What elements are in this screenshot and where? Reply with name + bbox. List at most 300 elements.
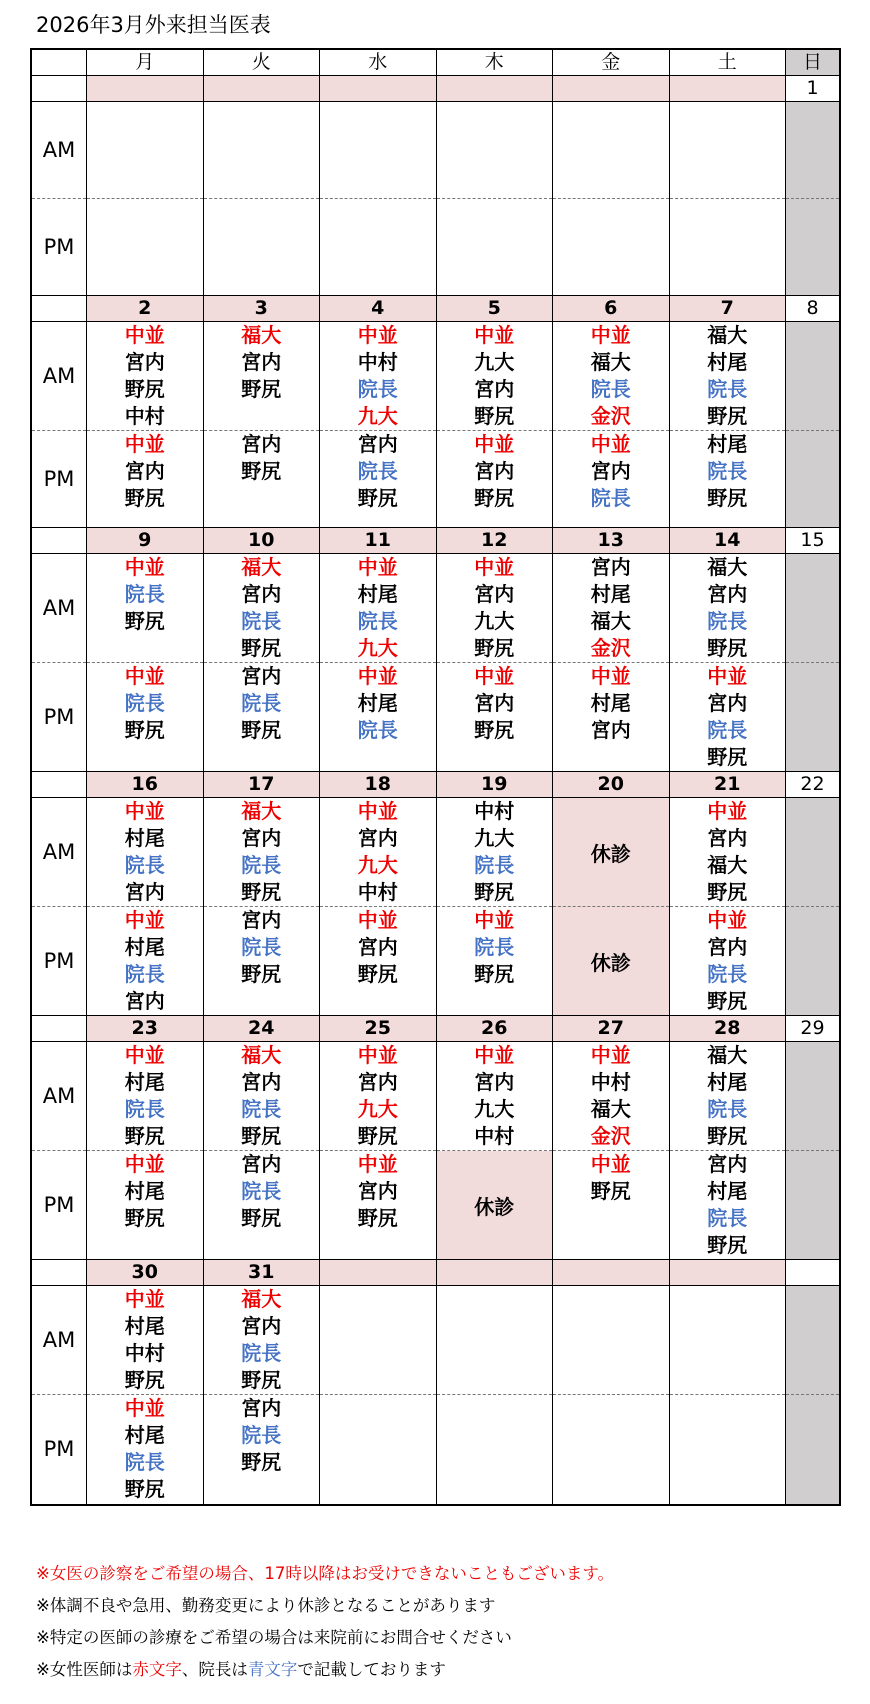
doctor-cell (436, 431, 553, 528)
doctor-name: 院長 (357, 459, 398, 483)
date-cell: 16 (87, 772, 204, 798)
doctor-cell (203, 431, 320, 528)
am-label: AM (31, 1286, 87, 1395)
doctor-name: 中村 (357, 350, 398, 374)
doctor-name: 金沢 (590, 1124, 631, 1148)
doctor-name: 九大 (357, 1097, 398, 1121)
doctor-name: 宮内 (707, 1152, 748, 1176)
doctor-name: 金沢 (590, 636, 631, 660)
weekday-tue: 火 (203, 49, 320, 76)
weekday-fri: 金 (553, 49, 670, 76)
am-row (31, 798, 840, 907)
doctor-name: 野尻 (241, 459, 282, 483)
pm-row (31, 907, 840, 1016)
doctor-cell (320, 431, 437, 528)
doctor-name: 院長 (124, 1097, 165, 1121)
doctor-name: 野尻 (707, 880, 748, 904)
am-row (31, 1042, 840, 1151)
doctor-name: 院長 (590, 377, 631, 401)
doctor-name: 院長 (474, 935, 515, 959)
date-cell: 19 (436, 772, 553, 798)
doctor-cell (553, 1151, 670, 1260)
doctor-name: 院長 (707, 1097, 748, 1121)
am-label: AM (31, 1042, 87, 1151)
date-cell: 24 (203, 1016, 320, 1042)
am-label: AM (31, 554, 87, 663)
doctor-cell (669, 1286, 786, 1395)
doctor-name: 院長 (707, 459, 748, 483)
date-cell (553, 1260, 670, 1286)
doctor-name: 中並 (590, 1152, 631, 1176)
doctor-name: 野尻 (124, 609, 165, 633)
pm-label: PM (31, 663, 87, 772)
doctor-name: 中並 (357, 555, 398, 579)
closed-label: 休診 (590, 950, 631, 975)
doctor-cell (669, 1151, 786, 1260)
doctor-name: 野尻 (707, 745, 748, 769)
doctor-name: 中並 (707, 664, 748, 688)
date-cell: 13 (553, 528, 670, 554)
doctor-name: 福大 (590, 609, 631, 633)
doctor-name: 中並 (474, 664, 515, 688)
doctor-name: 院長 (707, 377, 748, 401)
doctor-name: 福大 (241, 1043, 282, 1067)
doctor-cell (87, 663, 204, 772)
doctor-name: 野尻 (124, 1124, 165, 1148)
doctor-cell (553, 663, 670, 772)
doctor-name: 村尾 (707, 432, 748, 456)
sunday-cell (786, 1286, 840, 1395)
doctor-cell (320, 1042, 437, 1151)
legend-red-text: 赤文字 (132, 1660, 182, 1679)
legend-text-c: で記載しております (297, 1660, 446, 1679)
doctor-name: 野尻 (707, 1233, 748, 1257)
pm-row (31, 199, 840, 296)
legend-text-a: ※女性医師は (36, 1660, 133, 1679)
doctor-name: 村尾 (124, 935, 165, 959)
sunday-cell (786, 102, 840, 199)
doctor-name: 村尾 (124, 1423, 165, 1447)
doctor-name: 野尻 (707, 1124, 748, 1148)
doctor-name: 金沢 (590, 404, 631, 428)
date-cell (320, 76, 437, 102)
doctor-cell (87, 199, 204, 296)
doctor-cell (87, 1042, 204, 1151)
doctor-cell (553, 1286, 670, 1395)
sunday-cell (786, 1042, 840, 1151)
doctor-name: 院長 (241, 1097, 282, 1121)
doctor-cell (436, 554, 553, 663)
doctor-name: 宮内 (241, 826, 282, 850)
doctor-name: 中並 (124, 432, 165, 456)
doctor-name: 院長 (124, 853, 165, 877)
doctor-name: 中並 (124, 799, 165, 823)
date-cell (436, 76, 553, 102)
date-cell (320, 1260, 437, 1286)
sunday-cell (786, 1151, 840, 1260)
doctor-cell (203, 663, 320, 772)
note-specific-doctor: ※特定の医師の診療をご希望の場合は来院前にお問合せください (36, 1628, 512, 1647)
pm-row (31, 431, 840, 528)
closed-label: 休診 (474, 1194, 515, 1219)
doctor-name: 村尾 (357, 582, 398, 606)
doctor-name: 野尻 (707, 404, 748, 428)
date-row (31, 1016, 840, 1042)
doctor-name: 中村 (474, 799, 515, 823)
doctor-name: 宮内 (241, 350, 282, 374)
doctor-name: 院長 (124, 691, 165, 715)
doctor-name: 野尻 (590, 1179, 631, 1203)
doctor-name: 宮内 (241, 1314, 282, 1338)
doctor-name: 中並 (590, 1043, 631, 1067)
sunday-cell (786, 798, 840, 907)
doctor-cell (87, 554, 204, 663)
date-cell: 2 (87, 296, 204, 322)
date-cell: 4 (320, 296, 437, 322)
corner-cell (31, 49, 87, 76)
date-cell: 9 (87, 528, 204, 554)
date-row (31, 528, 840, 554)
doctor-cell (87, 1151, 204, 1260)
doctor-cell (553, 431, 670, 528)
doctor-cell (320, 322, 437, 431)
doctor-name: 院長 (707, 718, 748, 742)
doctor-cell (320, 1286, 437, 1395)
doctor-name: 野尻 (241, 1206, 282, 1230)
doctor-cell (553, 1395, 670, 1505)
doctor-name: 院長 (474, 853, 515, 877)
doctor-name: 野尻 (241, 718, 282, 742)
doctor-name: 野尻 (124, 718, 165, 742)
doctor-name: 宮内 (357, 935, 398, 959)
doctor-cell (553, 322, 670, 431)
doctor-name: 宮内 (357, 1070, 398, 1094)
am-label: AM (31, 102, 87, 199)
doctor-name: 宮内 (474, 691, 515, 715)
doctor-name: 野尻 (474, 962, 515, 986)
doctor-name: 野尻 (241, 636, 282, 660)
doctor-name: 院長 (707, 1206, 748, 1230)
doctor-name: 中並 (124, 1043, 165, 1067)
doctor-name: 宮内 (590, 555, 631, 579)
weekday-wed: 水 (320, 49, 437, 76)
date-cell (436, 1260, 553, 1286)
date-cell: 6 (553, 296, 670, 322)
closed-label: 休診 (590, 841, 631, 866)
doctor-name: 宮内 (241, 1070, 282, 1094)
sunday-cell (786, 1395, 840, 1505)
doctor-name: 福大 (241, 1287, 282, 1311)
doctor-name: 院長 (241, 935, 282, 959)
doctor-name: 村尾 (707, 1070, 748, 1094)
date-cell: 18 (320, 772, 437, 798)
doctor-name: 野尻 (357, 486, 398, 510)
doctor-name: 宮内 (357, 1179, 398, 1203)
pm-row (31, 1395, 840, 1505)
doctor-name: 中並 (357, 908, 398, 932)
doctor-name: 中並 (474, 323, 515, 347)
doctor-name: 宮内 (357, 432, 398, 456)
doctor-name: 院長 (707, 609, 748, 633)
doctor-name: 村尾 (124, 1314, 165, 1338)
doctor-name: 中並 (124, 664, 165, 688)
date-cell: 30 (87, 1260, 204, 1286)
doctor-name: 九大 (474, 826, 515, 850)
doctor-name: 宮内 (474, 1070, 515, 1094)
doctor-cell (436, 199, 553, 296)
doctor-cell (203, 1151, 320, 1260)
doctor-name: 院長 (241, 1423, 282, 1447)
sunday-cell (786, 554, 840, 663)
pm-label: PM (31, 1151, 87, 1260)
doctor-name: 野尻 (241, 880, 282, 904)
doctor-name: 中村 (590, 1070, 631, 1094)
doctor-cell (669, 554, 786, 663)
doctor-name: 福大 (241, 555, 282, 579)
doctor-cell (553, 199, 670, 296)
doctor-cell (669, 1395, 786, 1505)
doctor-name: 野尻 (241, 1450, 282, 1474)
doctor-name: 宮内 (241, 1396, 282, 1420)
doctor-name: 中並 (124, 1152, 165, 1176)
doctor-name: 福大 (590, 1097, 631, 1121)
date-cell (669, 1260, 786, 1286)
am-label: AM (31, 798, 87, 907)
doctor-name: 宮内 (241, 582, 282, 606)
doctor-name: 野尻 (707, 636, 748, 660)
legend-blue-text: 青文字 (247, 1660, 298, 1679)
doctor-name: 院長 (241, 1179, 282, 1203)
doctor-name: 野尻 (357, 1124, 398, 1148)
closed-cell (436, 1151, 553, 1260)
doctor-name: 中並 (124, 1287, 165, 1311)
doctor-name: 中並 (707, 799, 748, 823)
doctor-cell (436, 907, 553, 1016)
doctor-name: 院長 (124, 962, 165, 986)
doctor-name: 中並 (357, 323, 398, 347)
date-row (31, 772, 840, 798)
doctor-name: 宮内 (707, 826, 748, 850)
doctor-name: 中村 (124, 404, 165, 428)
doctor-name: 中並 (474, 432, 515, 456)
doctor-name: 院長 (124, 1450, 165, 1474)
doctor-name: 宮内 (124, 989, 165, 1013)
doctor-name: 宮内 (357, 826, 398, 850)
doctor-name: 野尻 (124, 377, 165, 401)
doctor-cell (553, 102, 670, 199)
doctor-name: 野尻 (357, 962, 398, 986)
doctor-cell (87, 1395, 204, 1505)
doctor-cell (553, 554, 670, 663)
doctor-name: 宮内 (474, 459, 515, 483)
weekday-header-row (31, 49, 840, 76)
doctor-cell (669, 663, 786, 772)
doctor-name: 中並 (590, 664, 631, 688)
doctor-name: 宮内 (474, 377, 515, 401)
note-closures: ※体調不良や急用、勤務変更により休診となることがあります (36, 1596, 496, 1615)
doctor-cell (320, 554, 437, 663)
doctor-cell (203, 907, 320, 1016)
doctor-name: 宮内 (707, 582, 748, 606)
am-row (31, 102, 840, 199)
doctor-cell (320, 663, 437, 772)
doctor-name: 中並 (124, 323, 165, 347)
doctor-name: 中並 (357, 1043, 398, 1067)
doctor-name: 九大 (357, 636, 398, 660)
doctor-cell (203, 1042, 320, 1151)
date-row (31, 76, 840, 102)
doctor-name: 中村 (124, 1341, 165, 1365)
doctor-cell (87, 102, 204, 199)
doctor-cell (436, 102, 553, 199)
doctor-name: 中並 (474, 1043, 515, 1067)
sunday-cell (786, 663, 840, 772)
weekday-thu: 木 (436, 49, 553, 76)
date-cell: 27 (553, 1016, 670, 1042)
doctor-name: 宮内 (590, 459, 631, 483)
doctor-cell (436, 1286, 553, 1395)
doctor-name: 村尾 (707, 350, 748, 374)
doctor-cell (320, 1151, 437, 1260)
doctor-name: 宮内 (474, 582, 515, 606)
date-row (31, 296, 840, 322)
doctor-name: 院長 (241, 1341, 282, 1365)
doctor-name: 野尻 (241, 377, 282, 401)
doctor-name: 中並 (590, 432, 631, 456)
doctor-name: 野尻 (241, 1124, 282, 1148)
page-title: 2026年3月外来担当医表 (36, 13, 271, 37)
am-row (31, 322, 840, 431)
doctor-name: 中村 (474, 1124, 515, 1148)
doctor-cell (553, 1042, 670, 1151)
doctor-cell (87, 322, 204, 431)
note-color-legend (36, 1654, 856, 1686)
doctor-name: 中並 (707, 908, 748, 932)
doctor-cell (436, 1042, 553, 1151)
doctor-name: 村尾 (590, 691, 631, 715)
doctor-name: 村尾 (357, 691, 398, 715)
doctor-name: 中並 (357, 1152, 398, 1176)
sunday-cell (786, 322, 840, 431)
doctor-name: 福大 (707, 555, 748, 579)
date-cell: 26 (436, 1016, 553, 1042)
doctor-name: 中並 (124, 555, 165, 579)
notes (36, 1558, 856, 1686)
sunday-date-cell: 22 (786, 772, 840, 798)
doctor-name: 野尻 (124, 486, 165, 510)
doctor-cell (203, 554, 320, 663)
doctor-cell (203, 798, 320, 907)
doctor-name: 野尻 (474, 486, 515, 510)
date-cell: 21 (669, 772, 786, 798)
doctor-name: 九大 (474, 609, 515, 633)
date-row-label (31, 1260, 87, 1286)
date-cell: 7 (669, 296, 786, 322)
doctor-cell (203, 102, 320, 199)
date-cell: 5 (436, 296, 553, 322)
doctor-cell (669, 199, 786, 296)
doctor-name: 野尻 (474, 636, 515, 660)
date-cell (203, 76, 320, 102)
date-cell: 20 (553, 772, 670, 798)
sunday-date-cell: 1 (786, 76, 840, 102)
pm-label: PM (31, 199, 87, 296)
pm-label: PM (31, 1395, 87, 1505)
doctor-name: 野尻 (124, 1368, 165, 1392)
pm-label: PM (31, 431, 87, 528)
doctor-cell (203, 199, 320, 296)
doctor-name: 院長 (124, 582, 165, 606)
date-cell: 14 (669, 528, 786, 554)
weekday-mon: 月 (87, 49, 204, 76)
sunday-date-cell (786, 1260, 840, 1286)
doctor-cell (87, 907, 204, 1016)
doctor-name: 中並 (357, 799, 398, 823)
doctor-cell (320, 798, 437, 907)
pm-label: PM (31, 907, 87, 1016)
date-cell: 10 (203, 528, 320, 554)
closed-cell (553, 907, 670, 1016)
doctor-name: 野尻 (124, 1477, 165, 1501)
doctor-cell (87, 1286, 204, 1395)
doctor-name: 宮内 (241, 908, 282, 932)
sunday-date-cell: 29 (786, 1016, 840, 1042)
doctor-cell (320, 1395, 437, 1505)
pm-row (31, 1151, 840, 1260)
doctor-cell (436, 798, 553, 907)
doctor-name: 福大 (707, 323, 748, 347)
doctor-cell (320, 199, 437, 296)
doctor-cell (669, 798, 786, 907)
doctor-cell (436, 663, 553, 772)
sunday-date-cell: 15 (786, 528, 840, 554)
doctor-name: 九大 (474, 1097, 515, 1121)
weeks-body (31, 76, 840, 1505)
doctor-name: 野尻 (124, 1206, 165, 1230)
sunday-cell (786, 431, 840, 528)
sunday-cell (786, 199, 840, 296)
date-cell: 23 (87, 1016, 204, 1042)
doctor-name: 野尻 (474, 718, 515, 742)
doctor-name: 中並 (474, 555, 515, 579)
doctor-name: 野尻 (707, 486, 748, 510)
doctor-cell (87, 798, 204, 907)
doctor-name: 九大 (357, 404, 398, 428)
am-row (31, 554, 840, 663)
doctor-name: 村尾 (590, 582, 631, 606)
doctor-name: 中並 (474, 908, 515, 932)
date-cell (87, 76, 204, 102)
date-cell: 31 (203, 1260, 320, 1286)
am-row (31, 1286, 840, 1395)
doctor-name: 野尻 (241, 962, 282, 986)
doctor-name: 宮内 (241, 1152, 282, 1176)
doctor-name: 村尾 (707, 1179, 748, 1203)
doctor-name: 宮内 (707, 691, 748, 715)
doctor-cell (203, 1286, 320, 1395)
am-label: AM (31, 322, 87, 431)
doctor-name: 宮内 (124, 459, 165, 483)
doctor-name: 野尻 (474, 404, 515, 428)
date-row (31, 1260, 840, 1286)
doctor-name: 野尻 (474, 880, 515, 904)
date-cell: 11 (320, 528, 437, 554)
doctor-cell (203, 1395, 320, 1505)
weekday-sat: 土 (669, 49, 786, 76)
doctor-name: 野尻 (707, 989, 748, 1013)
doctor-name: 中村 (357, 880, 398, 904)
date-row-label (31, 772, 87, 798)
